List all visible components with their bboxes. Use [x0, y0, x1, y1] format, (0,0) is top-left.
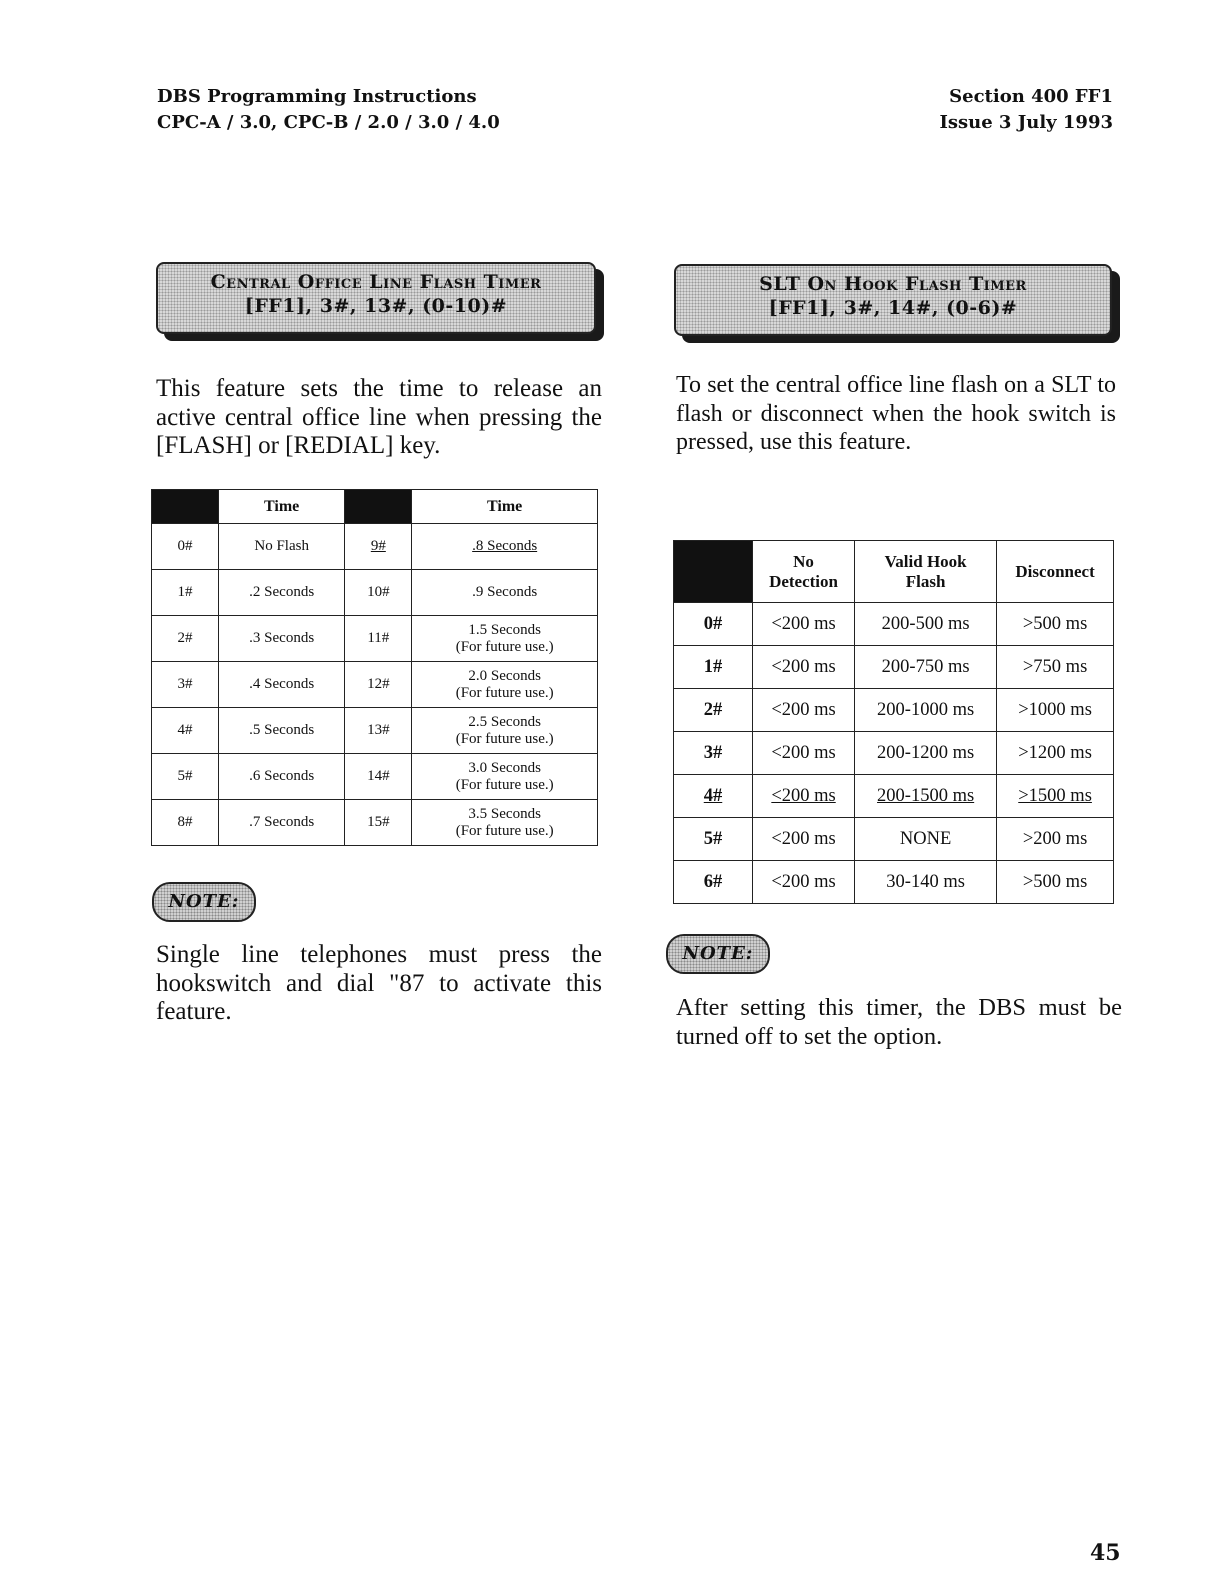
- time-cell: .7 Seconds: [219, 800, 345, 846]
- header-valid-line2: Flash: [905, 571, 946, 591]
- table-row: [674, 732, 1114, 775]
- no-detection-cell: <200 ms: [753, 689, 855, 732]
- banner-code: [FF1], 3#, 14#, (0-6)#: [768, 297, 1018, 319]
- header-no-line1: No: [793, 551, 814, 571]
- table-row: [152, 800, 598, 846]
- time-cell: [412, 800, 598, 846]
- flash-time-table: [151, 489, 598, 846]
- no-detection-cell: <200 ms: [753, 861, 855, 904]
- doc-versions: CPC-A / 3.0, CPC-B / 2.0 / 3.0 / 4.0: [157, 112, 500, 133]
- co-line-flash-timer-banner: [156, 262, 596, 334]
- table-header-row: [152, 490, 598, 524]
- issue-label: Issue 3 July 1993: [939, 112, 1113, 133]
- valid-flash-cell: 200-1200 ms: [855, 732, 997, 775]
- header-valid-line1: Valid Hook: [884, 551, 967, 571]
- code-cell: 4#: [152, 708, 219, 754]
- valid-flash-cell: NONE: [855, 818, 997, 861]
- table-row: [152, 524, 598, 570]
- code-cell: 1#: [674, 646, 753, 689]
- doc-title: DBS Programming Instructions: [157, 86, 477, 107]
- no-detection-cell: <200 ms: [753, 603, 855, 646]
- time-note: (For future use.): [455, 638, 554, 655]
- banner-code: [FF1], 3#, 13#, (0-10)#: [244, 295, 508, 317]
- valid-flash-cell: 200-750 ms: [855, 646, 997, 689]
- time-value: 1.5 Seconds: [468, 621, 541, 638]
- time-value: .9 Seconds: [472, 584, 538, 600]
- banner-title: Central Office Line Flash Timer: [210, 271, 542, 293]
- code-cell: 5#: [152, 754, 219, 800]
- code-cell: 0#: [152, 524, 219, 570]
- table-row: [674, 689, 1114, 732]
- code-cell: 11#: [345, 616, 412, 662]
- table-row: [152, 570, 598, 616]
- time-note: (For future use.): [455, 822, 554, 839]
- time-value: 2.5 Seconds: [468, 713, 541, 730]
- header-time: Time: [412, 490, 598, 524]
- time-note: (For future use.): [455, 684, 554, 701]
- code-cell: 3#: [674, 732, 753, 775]
- note-badge: NOTE:: [152, 882, 256, 922]
- code-cell: 0#: [674, 603, 753, 646]
- disconnect-cell: >500 ms: [997, 861, 1114, 904]
- time-value: 3.5 Seconds: [468, 805, 541, 822]
- code-cell: 4#: [674, 775, 753, 818]
- time-cell: No Flash: [219, 524, 345, 570]
- code-cell: 14#: [345, 754, 412, 800]
- header-blank: [152, 490, 219, 524]
- time-value: 2.0 Seconds: [468, 667, 541, 684]
- hook-flash-table: [673, 540, 1114, 904]
- code-cell: 2#: [152, 616, 219, 662]
- page-number: 45: [1090, 1540, 1121, 1566]
- table-row: [152, 616, 598, 662]
- code-cell: 2#: [674, 689, 753, 732]
- code-cell: 10#: [345, 570, 412, 616]
- table-row: [152, 754, 598, 800]
- note-badge: NOTE:: [666, 934, 770, 974]
- valid-flash-cell: 30-140 ms: [855, 861, 997, 904]
- time-value: .8 Seconds: [472, 538, 538, 554]
- time-cell: [412, 708, 598, 754]
- table-row: [674, 775, 1114, 818]
- header-left: [157, 84, 500, 136]
- time-cell: .3 Seconds: [219, 616, 345, 662]
- header-no-line2: Detection: [769, 571, 838, 591]
- code-cell: 15#: [345, 800, 412, 846]
- code-cell: 6#: [674, 861, 753, 904]
- header-blank: [345, 490, 412, 524]
- slt-on-hook-flash-timer-banner: [674, 264, 1112, 336]
- note-text: Single line telephones must press the hookswitch and dial "87 to activate this feature.: [156, 941, 602, 1025]
- disconnect-cell: >1500 ms: [997, 775, 1114, 818]
- valid-flash-cell: 200-500 ms: [855, 603, 997, 646]
- intro-paragraph: This feature sets the time to release an active central office line when pressing the [FLASH] or [REDIAL] key.: [156, 375, 602, 459]
- header-disconnect: Disconnect: [997, 541, 1114, 603]
- valid-flash-cell: 200-1000 ms: [855, 689, 997, 732]
- code-cell: 5#: [674, 818, 753, 861]
- header-time: Time: [219, 490, 345, 524]
- header-blank: [674, 541, 753, 603]
- table-header-row: [674, 541, 1114, 603]
- no-detection-cell: <200 ms: [753, 646, 855, 689]
- header-no-detection: [753, 541, 855, 603]
- table-row: [674, 861, 1114, 904]
- no-detection-cell: <200 ms: [753, 775, 855, 818]
- disconnect-cell: >1000 ms: [997, 689, 1114, 732]
- no-detection-cell: <200 ms: [753, 732, 855, 775]
- disconnect-cell: >1200 ms: [997, 732, 1114, 775]
- time-cell: .4 Seconds: [219, 662, 345, 708]
- disconnect-cell: >500 ms: [997, 603, 1114, 646]
- code-cell: 13#: [345, 708, 412, 754]
- table-row: [152, 662, 598, 708]
- header-right: [939, 84, 1113, 136]
- disconnect-cell: >200 ms: [997, 818, 1114, 861]
- intro-paragraph: To set the central office line flash on a SLT to flash or disconnect when the hook switch is pressed, use this feature.: [676, 372, 1116, 455]
- time-cell: .2 Seconds: [219, 570, 345, 616]
- table-row: [674, 646, 1114, 689]
- banner-title: SLT On Hook Flash Timer: [759, 273, 1027, 295]
- no-detection-cell: <200 ms: [753, 818, 855, 861]
- valid-flash-cell: 200-1500 ms: [855, 775, 997, 818]
- note-text: After setting this timer, the DBS must be turned off to set the option.: [676, 994, 1122, 1050]
- table-row: [674, 603, 1114, 646]
- table-row: [152, 708, 598, 754]
- time-cell: [412, 570, 598, 616]
- time-cell: [412, 662, 598, 708]
- table-row: [674, 818, 1114, 861]
- time-cell: [412, 616, 598, 662]
- time-cell: .5 Seconds: [219, 708, 345, 754]
- time-cell: [412, 754, 598, 800]
- code-cell: 12#: [345, 662, 412, 708]
- header-valid-hook-flash: [855, 541, 997, 603]
- code-cell: 8#: [152, 800, 219, 846]
- time-value: 3.0 Seconds: [468, 759, 541, 776]
- time-cell: [412, 524, 598, 570]
- code-cell: 1#: [152, 570, 219, 616]
- disconnect-cell: >750 ms: [997, 646, 1114, 689]
- time-note: (For future use.): [455, 730, 554, 747]
- section-label: Section 400 FF1: [949, 86, 1113, 107]
- time-note: (For future use.): [455, 776, 554, 793]
- time-cell: .6 Seconds: [219, 754, 345, 800]
- code-cell: 9#: [345, 524, 412, 570]
- code-cell: 3#: [152, 662, 219, 708]
